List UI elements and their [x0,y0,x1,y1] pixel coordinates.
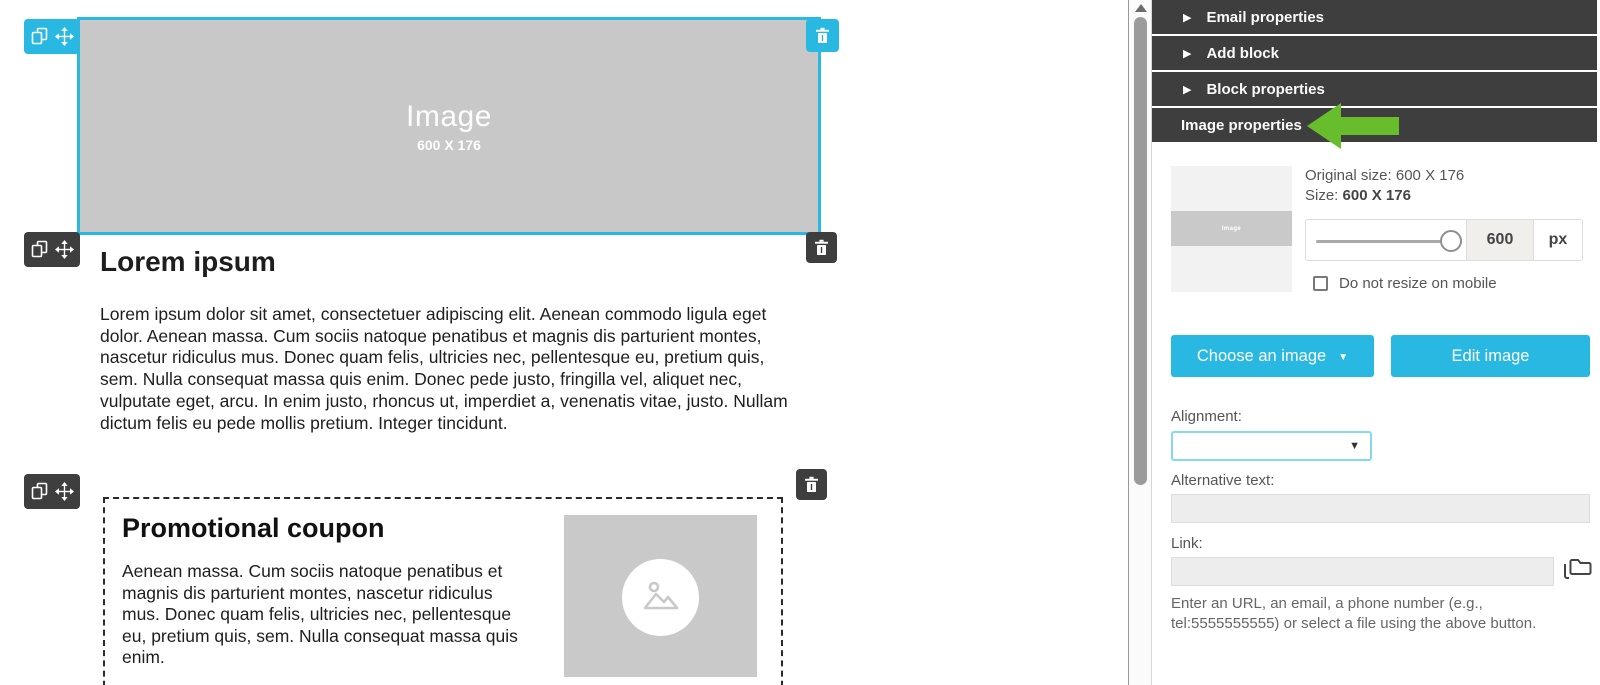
edit-image-button[interactable]: Edit image [1391,335,1590,377]
panel-scrollbar[interactable] [1128,0,1151,685]
image-properties-panel [1152,144,1597,634]
image-block-toolbar [24,19,80,54]
properties-panel [1151,0,1597,685]
width-slider-group [1305,219,1583,261]
width-slider[interactable] [1306,220,1466,260]
do-not-resize-checkbox[interactable] [1313,276,1328,291]
coupon-heading: Promotional coupon [122,513,385,543]
link-help-text: Enter an URL, an email, a phone number (e.g., tel:5555555555) or select a file using the above button. [1171,595,1537,632]
browse-file-icon[interactable] [1563,556,1593,586]
coupon-image-placeholder[interactable] [564,515,757,677]
section-block-properties[interactable] [1152,72,1597,106]
section-label: Add block [1206,44,1279,62]
duplicate-block-icon[interactable] [31,240,48,259]
delete-text-block-button[interactable] [806,232,837,263]
coupon-body: Aenean massa. Cum sociis natoque penatibus et magnis dis parturient montes, nascetur ridiculus mus. Donec quam felis, ultricies nec, pellentesque eu, pretium quis, sem. Nulla consequat massa quis enim. [122,561,518,668]
thumbnail-mini-label: Image [1221,225,1242,232]
alt-text-label: Alternative text: [1171,472,1275,489]
do-not-resize-label: Do not resize on mobile [1339,275,1497,292]
expand-triangle-icon: ▶ [1183,11,1192,24]
section-add-block[interactable] [1152,36,1597,70]
green-callout-arrow-icon [1307,102,1399,150]
link-label: Link: [1171,535,1203,552]
width-unit-label: px [1533,220,1582,260]
width-value-field[interactable]: 600 [1466,220,1533,260]
section-label: Image properties [1181,116,1302,134]
delete-coupon-block-button[interactable] [796,469,827,500]
section-email-properties[interactable] [1152,0,1597,34]
picture-icon [642,578,680,617]
section-label: Email properties [1206,8,1325,26]
alignment-label: Alignment: [1171,408,1242,425]
trash-icon [814,239,829,256]
text-block-toolbar [24,232,80,267]
image-block-selected[interactable] [77,17,821,235]
slider-track [1316,240,1452,243]
trash-icon [804,476,819,493]
expand-triangle-icon: ▶ [1183,83,1192,96]
scrollbar-thumb[interactable] [1134,17,1147,485]
link-input[interactable] [1171,557,1554,586]
current-size-row: Size: 600 X 176 [1305,187,1411,204]
coupon-block[interactable] [103,497,783,685]
duplicate-block-icon[interactable] [31,27,48,46]
image-placeholder-size: 600 X 176 [417,136,481,153]
text-block-heading: Lorem ipsum [100,246,276,277]
choose-image-button[interactable]: Choose an image ▼ [1171,335,1374,377]
image-placeholder-circle [622,559,699,636]
move-block-icon[interactable] [55,240,74,259]
chevron-down-icon: ▼ [1338,351,1349,363]
move-block-icon[interactable] [55,27,74,46]
scroll-up-arrow-icon[interactable] [1135,4,1147,12]
image-placeholder-label: Image [406,99,492,133]
alt-text-input[interactable] [1171,494,1590,523]
expand-triangle-icon: ▶ [1183,47,1192,60]
text-block[interactable] [100,246,800,434]
alignment-select[interactable] [1171,431,1372,461]
text-block-body: Lorem ipsum dolor sit amet, consectetuer adipiscing elit. Aenean commodo ligula eget dolor. Aenean massa. Cum sociis natoque penatibus et magnis dis parturient montes, nascetur ridiculus mus. Donec quam felis, ultricies nec, pellentesque eu, pretium quis, sem. Nulla consequat massa quis enim. Donec pede justo, fringilla vel, aliquet nec, vulputate eget, arcu. In enim justo, rhoncus ut, imperdiet a, venenatis vitae, justo. Nullam dictum felis eu pede mollis pretium. Integer tincidunt. [100,304,788,433]
section-image-properties[interactable] [1152,108,1597,142]
move-block-icon[interactable] [55,482,74,501]
original-size-row: Original size: 600 X 176 [1305,167,1465,184]
section-label: Block properties [1206,80,1325,98]
chevron-down-icon: ▼ [1349,440,1360,452]
trash-icon [815,27,830,44]
duplicate-block-icon[interactable] [31,482,48,501]
slider-handle[interactable] [1440,230,1462,252]
coupon-block-toolbar [24,474,80,509]
image-thumbnail-preview [1171,166,1292,292]
delete-image-block-button[interactable] [806,19,839,52]
